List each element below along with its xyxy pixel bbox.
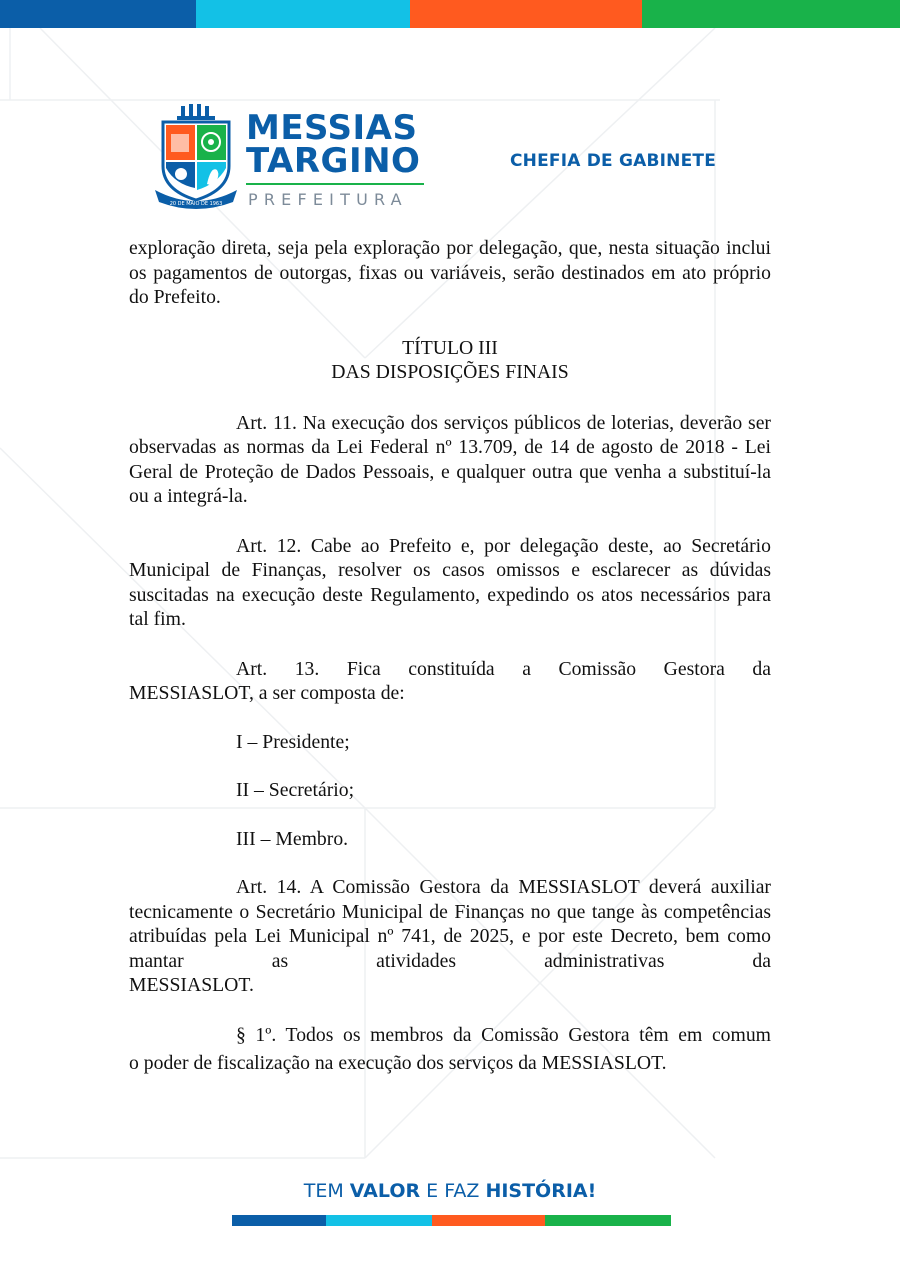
slogan-part: E FAZ	[420, 1180, 486, 1202]
footer-color-bar	[232, 1215, 671, 1226]
top-bar-cyan	[196, 0, 410, 28]
article-12: Art. 12. Cabe ao Prefeito e, por delegação deste, ao Secretário Municipal de Finanças, resolver os casos omissos e esclarecer as dúvidas suscitadas na execução deste Regulamento, expedindo os atos necessários para tal fim.	[129, 534, 771, 630]
top-bar-green	[642, 0, 900, 28]
top-bar-blue	[0, 0, 196, 28]
municipal-crest-icon	[155, 104, 237, 212]
brand-subtitle: PREFEITURA	[248, 190, 408, 209]
list-item: III – Membro.	[236, 827, 349, 850]
brand-line-2: TARGINO	[246, 141, 421, 181]
department-name: CHEFIA DE GABINETE	[510, 151, 717, 171]
brand-divider	[246, 183, 424, 185]
brand-line-1: MESSIAS	[246, 108, 418, 148]
top-bar-orange	[410, 0, 642, 28]
article-13-line-2: MESSIASLOT, a ser composta de:	[129, 682, 405, 704]
footer-bar-blue	[232, 1215, 326, 1226]
slogan-part: TEM	[303, 1180, 350, 1202]
crest-motto: 20 DE MAIO DE 1963	[169, 201, 223, 207]
footer-bar-green	[545, 1215, 671, 1226]
slogan-emphasis: VALOR	[349, 1180, 421, 1202]
document-body	[129, 236, 771, 1076]
footer-bar-orange	[432, 1215, 545, 1226]
paragraph-1-line-1: § 1º. Todos os membros da Comissão Gestora têm em comum	[236, 1023, 771, 1046]
intro-paragraph: exploração direta, seja pela exploração por delegação, que, nesta situação inclui os pagamentos de outorgas, fixas ou variáveis, serão destinados em ato próprio do Prefeito.	[129, 237, 771, 308]
title-line-1: TÍTULO III	[402, 336, 498, 359]
list-item: II – Secretário;	[236, 779, 355, 801]
brand-wordmark	[246, 108, 436, 181]
article-14: Art. 14. A Comissão Gestora da MESSIASLOT deverá auxiliar tecnicamente o Secretário Municipal de Finanças no que tange às competências atribuídas pela Lei Municipal nº 741, de 2025, e por este Decreto, bem como mantar as atividades administrativas da	[129, 876, 771, 972]
footer-slogan	[0, 1180, 900, 1202]
letterhead	[155, 104, 735, 216]
article-13-line-1: Art. 13. Fica constituída a Comissão Gestora da	[236, 657, 771, 680]
slogan-emphasis: HISTÓRIA!	[485, 1180, 597, 1202]
paragraph-1-line-2: o poder de fiscalização na execução dos serviços da MESSIASLOT.	[129, 1052, 667, 1074]
article-11: Art. 11. Na execução dos serviços públicos de loterias, deverão ser observadas as normas da Lei Federal nº 13.709, de 14 de agosto de 2018 - Lei Geral de Proteção de Dados Pessoais, e qualquer outra que venha a substituí-la ou a integrá-la.	[129, 411, 771, 507]
title-line-2: DAS DISPOSIÇÕES FINAIS	[331, 361, 569, 383]
footer-bar-cyan	[326, 1215, 432, 1226]
top-color-bar	[0, 0, 900, 28]
list-item: I – Presidente;	[236, 730, 350, 753]
article-14-end: MESSIASLOT.	[129, 974, 254, 996]
